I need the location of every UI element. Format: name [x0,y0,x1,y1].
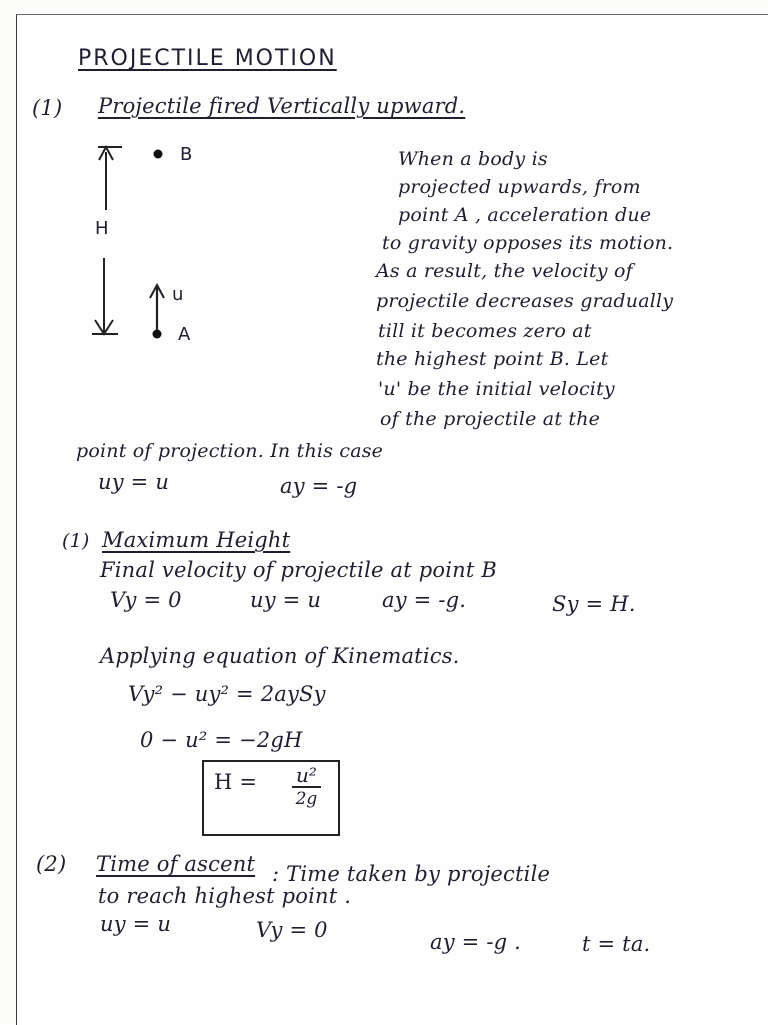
time-ascent-heading: Time of ascent [96,852,256,876]
result-denominator: 2g [295,789,318,809]
result-fraction [292,764,321,810]
kinematics-equation: Vy² − uy² = 2aySy [128,682,326,706]
substituted-equation: 0 − u² = −2gH [140,728,303,752]
mh-uy: uy = u [250,588,322,612]
desc-line-1: When a body is [398,148,548,170]
subsection-heading: Maximum Height [102,528,291,552]
desc-line-3: point A , acceleration due [398,204,652,226]
ta-vy: Vy = 0 [256,918,328,942]
max-height-line-1: Final velocity of projectile at point B [100,558,498,582]
desc-line-2: projected upwards, from [398,176,641,198]
result-lhs: H = [214,770,258,794]
applying-line: Applying equation of Kinematics. [100,644,460,668]
desc-line-8: the highest point B. Let [376,348,609,370]
label-h: H [95,218,109,239]
mh-sy: Sy = H. [552,592,636,616]
section-number: (1) [32,96,63,120]
subsection-number: (1) [62,530,90,552]
page-title: PROJECTILE MOTION [78,46,337,71]
desc-line-11: point of projection. In this case [76,440,384,462]
case-ay: ay = -g [280,474,358,498]
time-ascent-def: : Time taken by projectile [272,862,551,886]
label-b: B [180,144,193,165]
desc-line-7: till it becomes zero at [378,320,592,342]
result-numerator: u² [292,764,321,788]
label-u: u [172,284,184,305]
desc-line-6: projectile decreases gradually [376,290,674,312]
section-2-number: (2) [36,852,67,876]
desc-line-4: to gravity opposes its motion. [382,232,674,254]
mh-vy: Vy = 0 [110,588,182,612]
ta-t: t = ta. [582,932,651,956]
desc-line-9: 'u' be the initial velocity [378,378,615,400]
desc-line-5: As a result, the velocity of [376,260,633,282]
time-ascent-line-2: to reach highest point . [98,884,352,908]
case-uy: uy = u [98,470,170,494]
desc-line-10: of the projectile at the [380,408,601,430]
point-b-dot [154,150,163,159]
ta-uy: uy = u [100,912,172,936]
section-heading: Projectile fired Vertically upward. [98,94,466,118]
point-a-dot [153,330,162,339]
ta-ay: ay = -g . [430,930,522,954]
label-a: A [178,324,191,345]
mh-ay: ay = -g. [382,588,467,612]
